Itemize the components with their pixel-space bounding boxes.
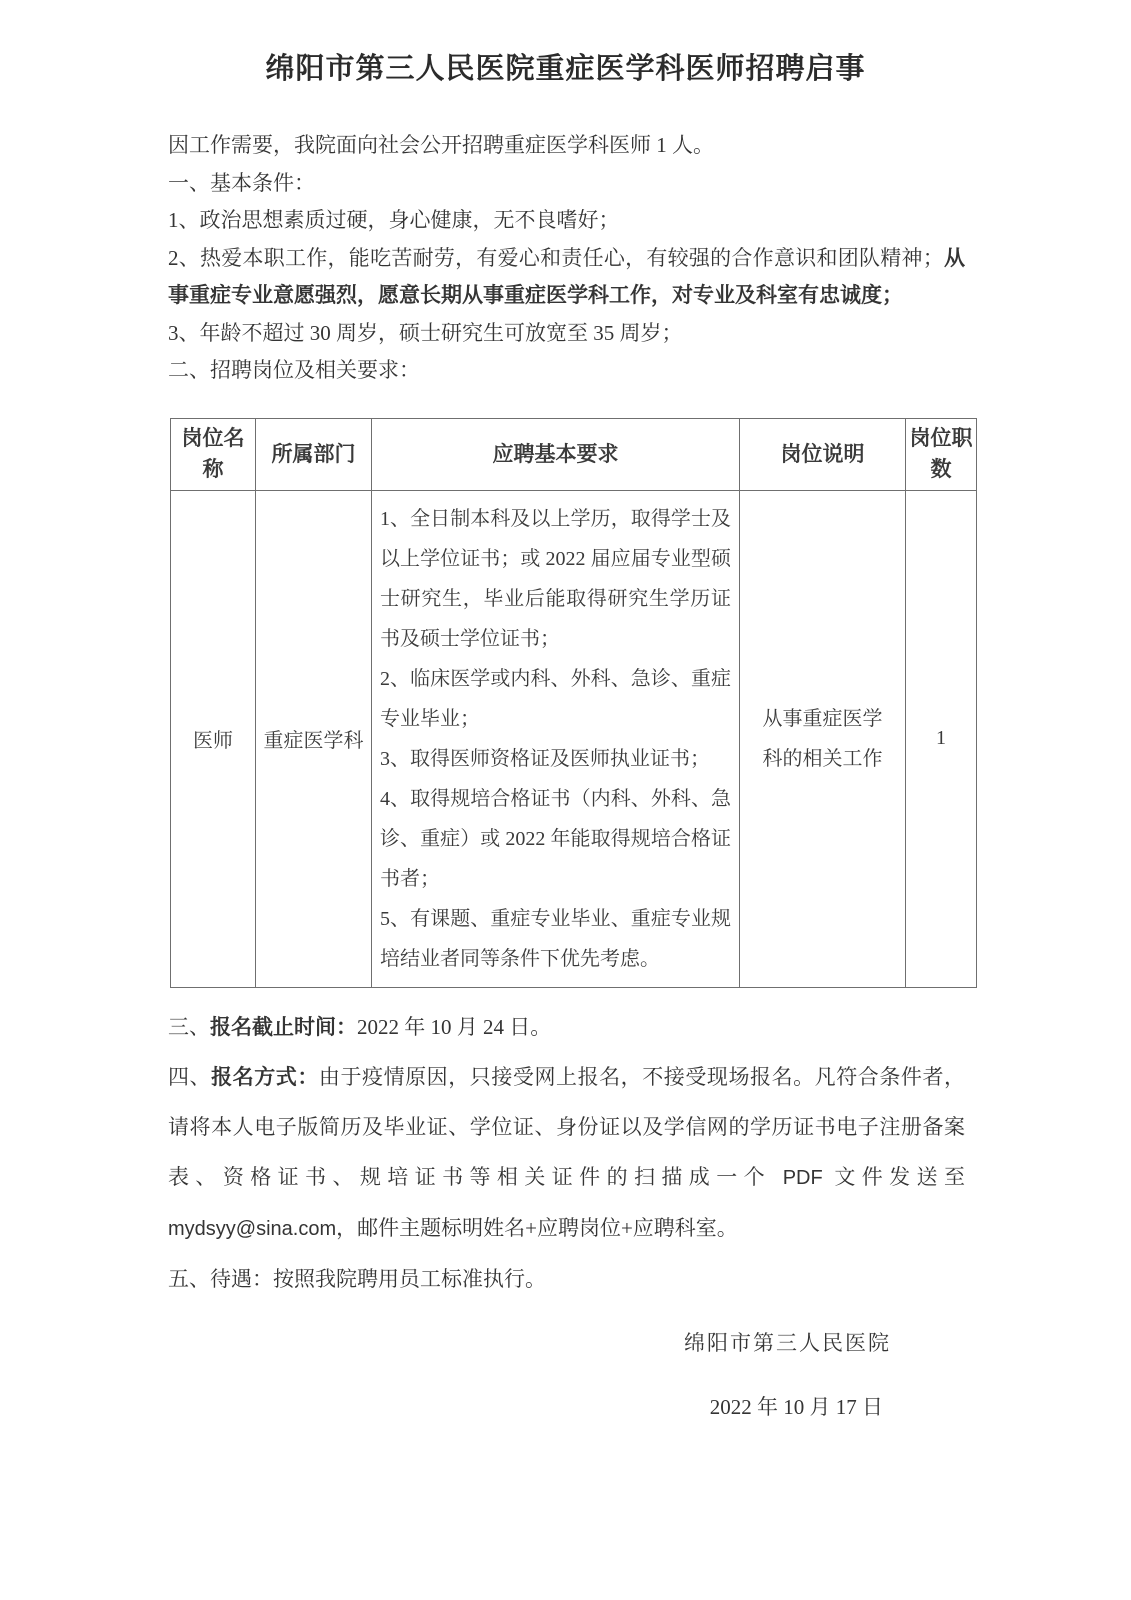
deadline-label: 报名截止时间： xyxy=(210,1014,357,1039)
headcount-cell: 1 xyxy=(906,490,977,987)
salary-prefix: 五、 xyxy=(168,1266,210,1291)
positions-table xyxy=(170,418,977,988)
section-heading-basic-conditions: 一、基本条件： xyxy=(168,170,315,195)
requirement-item: 4、取得规培合格证书（内科、外科、急诊、重症）或 2022 年能取得规培合格证书者； xyxy=(380,787,731,890)
application-paragraph xyxy=(168,1052,965,1254)
col-header-position-name: 岗位名称 xyxy=(171,418,256,490)
department-cell: 重症医学科 xyxy=(256,490,372,987)
table-header-row xyxy=(171,418,977,490)
deadline-prefix: 三、 xyxy=(168,1014,210,1039)
intro-section xyxy=(168,127,965,390)
condition-item-2-normal: 2、热爱本职工作，能吃苦耐劳，有爱心和责任心，有较强的合作意识和团队精神； xyxy=(168,245,944,270)
condition-item-2 xyxy=(168,240,965,315)
signature-block xyxy=(0,1318,963,1432)
signature-date: 2022 年 10 月 17 日 xyxy=(709,1394,883,1419)
intro-paragraph: 因工作需要，我院面向社会公开招聘重症医学科医师 1 人。 xyxy=(168,133,714,157)
requirement-item: 3、取得医师资格证及医师执业证书； xyxy=(380,747,710,770)
pdf-word: PDF xyxy=(782,1166,823,1189)
condition-item-2-bold: 从事重症专业意愿强烈，愿意长期从事重症医学科工作，对专业及科室有忠诚度； xyxy=(168,245,966,307)
requirement-item: 5、有课题、重症专业毕业、重症专业规培结业者同等条件下优先考虑。 xyxy=(380,907,731,970)
requirement-item: 1、全日制本科及以上学历，取得学士及以上学位证书；或 2022 届应届专业型硕士研究生，毕业后能取得研究生学历证书及硕士学位证书； xyxy=(380,507,731,650)
deadline-paragraph xyxy=(168,1002,965,1052)
page-title: 绵阳市第三人民医院重症医学科医师招聘启事 xyxy=(265,53,866,85)
signature-org: 绵阳市第三人民医院 xyxy=(684,1330,891,1355)
salary-paragraph xyxy=(168,1254,965,1304)
email-address: mydsyy@sina.com xyxy=(168,1217,337,1240)
col-header-headcount: 岗位职数 xyxy=(906,418,977,490)
position-name-cell: 医师 xyxy=(171,490,256,987)
application-text-3: ，邮件主题标明姓名+应聘岗位+应聘科室。 xyxy=(336,1215,738,1240)
application-text-1: 由于疫情原因，只接受网上报名，不接受现场报名。凡符合条件者，请将本人电子版简历及毕业证、学位证、身份证以及学信网的学历证书电子注册备案表、资格证书、规培证书等相关证件的扫描成一个 xyxy=(168,1064,966,1189)
col-header-description: 岗位说明 xyxy=(740,418,906,490)
salary-label: 待遇： xyxy=(210,1266,273,1291)
table-row xyxy=(171,490,977,987)
job-description-cell: 从事重症医学科的相关工作 xyxy=(740,490,906,987)
requirements-cell xyxy=(372,490,740,987)
lower-section xyxy=(168,1002,965,1304)
condition-item-3: 3、年龄不超过 30 周岁，硕士研究生可放宽至 35 周岁； xyxy=(168,320,683,345)
application-label: 报名方式： xyxy=(211,1064,319,1089)
col-header-department: 所属部门 xyxy=(256,418,372,490)
condition-item-1: 1、政治思想素质过硬，身心健康，无不良嗜好； xyxy=(168,208,620,232)
section-heading-positions: 二、招聘岗位及相关要求： xyxy=(168,358,420,382)
application-text-2: 文件发送至 xyxy=(822,1164,966,1189)
requirement-item: 2、临床医学或内科、外科、急诊、重症专业毕业； xyxy=(380,667,731,730)
application-prefix: 四、 xyxy=(168,1064,212,1089)
salary-value: 按照我院聘用员工标准执行。 xyxy=(273,1266,546,1291)
col-header-requirements: 应聘基本要求 xyxy=(372,418,740,490)
deadline-value: 2022 年 10 月 24 日。 xyxy=(357,1014,552,1039)
